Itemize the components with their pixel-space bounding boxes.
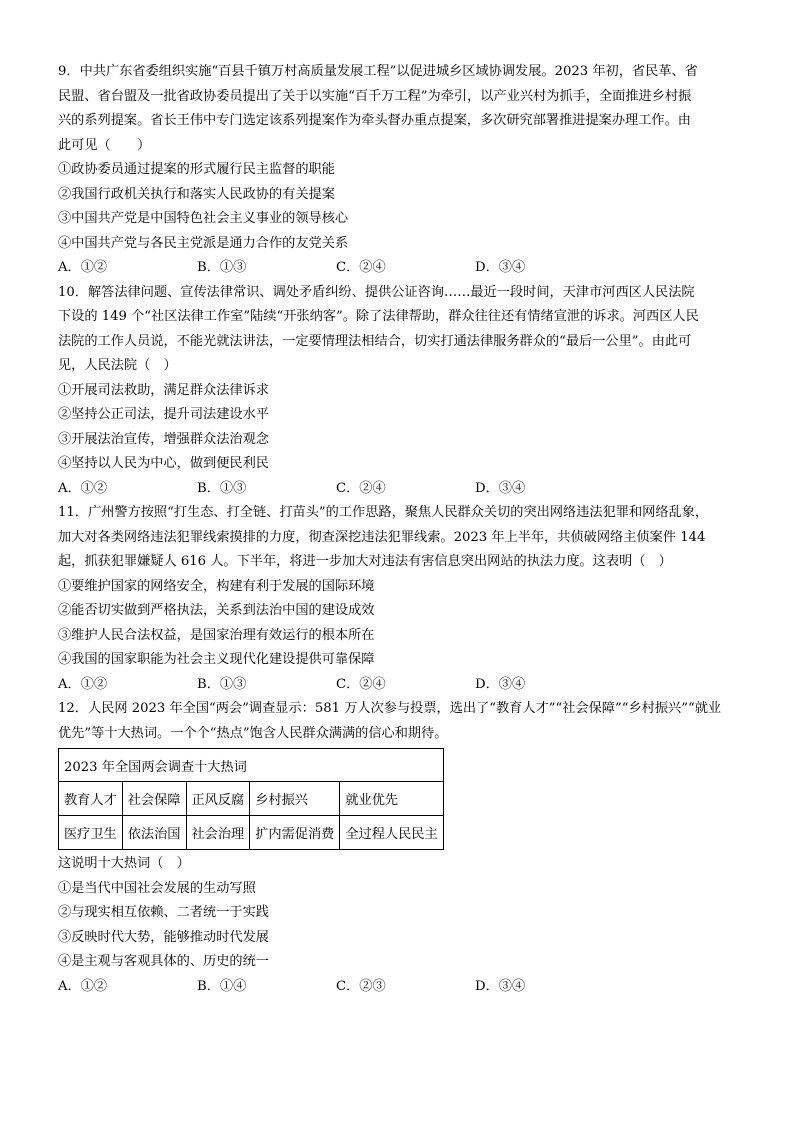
- statement-option: ①是当代中国社会发展的生动写照: [58, 880, 256, 896]
- answer-choices: [58, 256, 748, 281]
- statement-option: ①要维护国家的网络安全，构建有利于发展的国际环境: [58, 578, 375, 594]
- hot-words-table: [58, 748, 444, 850]
- question-stem-line: 12．人民网 2023 年全国“两会”调查显示：581 万人次参与投票，选出了“教育人才”“社会保障”“乡村振兴”“就业: [58, 701, 722, 716]
- choice-a[interactable]: A．①②: [58, 260, 108, 275]
- exam-page: [58, 60, 748, 999]
- question-stem-line: 9．中共广东省委组织实施“百县千镇万村高质量发展工程”以促进城乡区域协调发展。2023 年初，省民革、省: [58, 64, 698, 79]
- choice-b[interactable]: B．①③: [197, 260, 247, 275]
- question-stem-line: 见，人民法院（ ）: [58, 358, 177, 373]
- statement-option: ②我国行政机关执行和落实人民政协的有关提案: [58, 186, 335, 202]
- table-cell: 医疗卫生: [59, 816, 123, 850]
- statement-option: ②坚持公正司法，提升司法建设水平: [58, 407, 269, 422]
- table-cell: 正风反腐: [186, 782, 250, 816]
- question-stem-line: 11．广州警方按照“打生态、打全链、打苗头”的工作思路，聚焦人民群众关切的突出网络违法犯罪和网络乱象，: [58, 505, 709, 520]
- table-cell: 依法治国: [122, 816, 186, 850]
- statement-option: ③中国共产党是中国特色社会主义事业的领导核心: [58, 211, 349, 226]
- question-stem-line: 起，抓获犯罪嫌疑人 616 人。下半年，将进一步加大对违法有害信息突出网站的执法力度。这表明（ ）: [58, 554, 672, 569]
- table-cell: 扩内需促消费: [250, 816, 340, 850]
- answer-choices: [58, 477, 748, 502]
- question-stem-line: 此可见（ ）: [58, 137, 151, 153]
- question-stem-line: 加大对各类网络违法犯罪线索摸排的力度，彻查深挖违法犯罪线索。2023 年上半年，共侦破网络主侦案件 144: [58, 529, 706, 545]
- choice-c[interactable]: C．②④: [336, 260, 386, 275]
- table-cell: 教育人才: [59, 782, 123, 816]
- answer-choices: [58, 975, 748, 1000]
- choice-a[interactable]: A．①②: [58, 480, 108, 496]
- table-cell: 全过程人民民主: [340, 816, 443, 850]
- question-10: [58, 281, 748, 502]
- answer-choices: [58, 673, 748, 698]
- table-row: [59, 816, 444, 850]
- question-stem-line: 兴的系列提案。省长王伟中专门选定该系列提案作为牵头督办重点提案，多次研究部署推进提案办理工作。由: [58, 113, 691, 128]
- table-cell: 乡村振兴: [250, 782, 340, 816]
- statement-option: ④是主观与客观具体的、历史的统一: [58, 954, 269, 969]
- question-stem-line: 10．解答法律问题、宣传法律常识、调处矛盾纠纷、提供公证咨询……最近一段时间，天津市河西区人民法院: [58, 284, 695, 300]
- statement-option: ④坚持以人民为中心，做到便民利民: [58, 456, 269, 471]
- choice-b[interactable]: B．①④: [197, 978, 247, 994]
- choice-d[interactable]: D．③④: [475, 676, 526, 692]
- statement-option: ②能否切实做到严格执法，关系到法治中国的建设成效: [58, 603, 375, 618]
- choice-d[interactable]: D．③④: [475, 978, 526, 994]
- question-stem-line: 优先”等十大热词。一个个“热点”饱含人民群众满满的信心和期待。: [58, 725, 448, 741]
- choice-b[interactable]: B．①③: [197, 676, 247, 692]
- question-12: [58, 697, 748, 999]
- choice-a[interactable]: A．①②: [58, 978, 108, 994]
- question-9: [58, 60, 748, 281]
- statement-option: ④中国共产党与各民主党派是通力合作的友党关系: [58, 235, 349, 251]
- choice-d[interactable]: D．③④: [475, 480, 526, 496]
- choice-b[interactable]: B．①③: [197, 480, 247, 496]
- statement-option: ③开展法治宣传，增强群众法治观念: [58, 431, 269, 447]
- question-stem-line: 民盟、省台盟及一批省政协委员提出了关于以实施“百千万工程”为牵引，以产业兴村为抓手，全面推进乡村振: [58, 88, 692, 104]
- question-prompt: 这说明十大热词（ ）: [58, 856, 190, 871]
- question-stem-line: 下设的 149 个“社区法律工作室”陆续“开张纳客”。除了法律帮助，群众往往还有情绪宣泄的诉求。河西区人民: [58, 309, 699, 324]
- table-row: [59, 782, 444, 816]
- statement-option: ③维护人民合法权益，是国家治理有效运行的根本所在: [58, 627, 375, 643]
- choice-d[interactable]: D．③④: [475, 260, 526, 275]
- choice-c[interactable]: C．②④: [336, 480, 386, 496]
- question-stem-line: 法院的工作人员说，不能光就法讲法，一定要情理法相结合，切实打通法律服务群众的“最后一公里”。由此可: [58, 333, 692, 349]
- choice-a[interactable]: A．①②: [58, 676, 108, 692]
- table-title: 2023 年全国两会调查十大热词: [59, 749, 444, 782]
- statement-option: ①政协委员通过提案的形式履行民主监督的职能: [58, 162, 335, 177]
- table-cell: 社会治理: [186, 816, 250, 850]
- question-11: [58, 501, 748, 697]
- table-cell: 就业优先: [340, 782, 443, 816]
- table-cell: 社会保障: [122, 782, 186, 816]
- statement-option: ②与现实相互依赖、二者统一于实践: [58, 905, 269, 920]
- statement-option: ①开展司法救助，满足群众法律诉求: [58, 382, 269, 398]
- choice-c[interactable]: C．②③: [336, 978, 386, 994]
- statement-option: ④我国的国家职能为社会主义现代化建设提供可靠保障: [58, 652, 375, 667]
- statement-option: ③反映时代大势，能够推动时代发展: [58, 929, 269, 945]
- choice-c[interactable]: C．②④: [336, 676, 386, 692]
